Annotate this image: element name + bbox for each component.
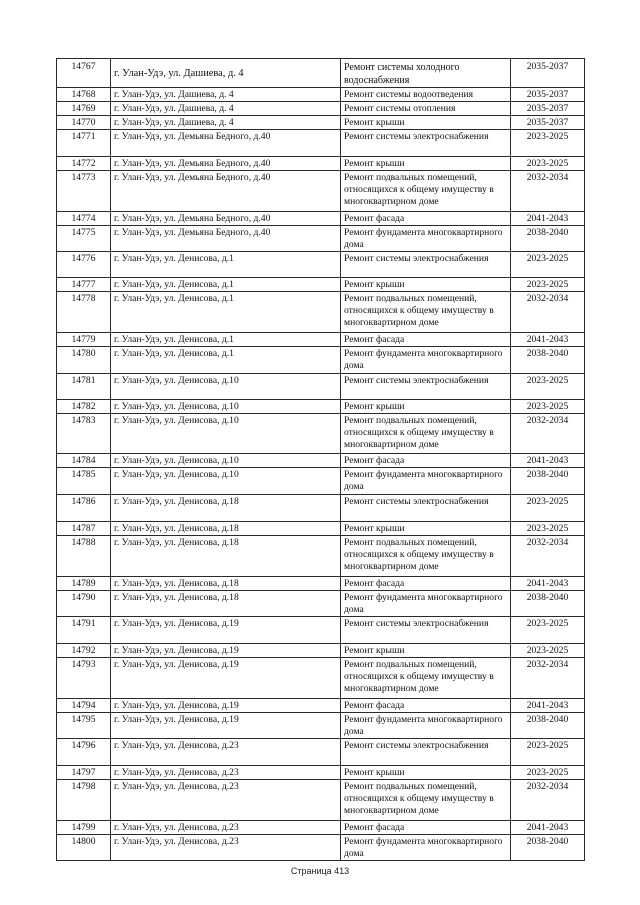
address-cell: г. Улан-Удэ, ул. Дашиева, д. 4: [111, 88, 341, 102]
row-number-cell: 14798: [57, 780, 111, 821]
period-cell: 2041-2043: [511, 577, 585, 591]
page-number: Страница 413: [290, 866, 350, 876]
period-cell: 2023-2025: [511, 252, 585, 278]
row-number-cell: 14779: [57, 333, 111, 347]
address-cell: г. Улан-Удэ, ул. Денисова, д.10: [111, 400, 341, 414]
address-cell: г. Улан-Удэ, ул. Денисова, д.10: [111, 414, 341, 454]
work-type-cell: Ремонт фасада: [341, 454, 511, 468]
period-cell: 2023-2025: [511, 644, 585, 658]
row-number-cell: 14797: [57, 766, 111, 780]
work-type-cell: Ремонт фасада: [341, 699, 511, 713]
repair-schedule-table: [56, 58, 585, 861]
address-cell: г. Улан-Удэ, ул. Демьяна Бедного, д.40: [111, 157, 341, 171]
period-cell: 2032-2034: [511, 414, 585, 454]
row-number-cell: 14773: [57, 171, 111, 212]
work-type-cell: Ремонт крыши: [341, 522, 511, 536]
row-number-cell: 14799: [57, 821, 111, 835]
address-cell: г. Улан-Удэ, ул. Денисова, д.18: [111, 536, 341, 577]
row-number-cell: 14794: [57, 699, 111, 713]
period-cell: 2038-2040: [511, 713, 585, 739]
table-row: [57, 780, 585, 821]
table-row: [57, 821, 585, 835]
period-cell: 2023-2025: [511, 766, 585, 780]
period-cell: 2023-2025: [511, 495, 585, 522]
work-type-cell: Ремонт крыши: [341, 400, 511, 414]
row-number-cell: 14793: [57, 658, 111, 699]
work-type-cell: Ремонт фасада: [341, 333, 511, 347]
table-row: [57, 252, 585, 278]
period-cell: 2023-2025: [511, 157, 585, 171]
row-number-cell: 14785: [57, 468, 111, 495]
table-row: [57, 102, 585, 116]
period-cell: 2038-2040: [511, 347, 585, 374]
work-type-cell: Ремонт системы электроснабжения: [341, 617, 511, 644]
row-number-cell: 14778: [57, 292, 111, 333]
address-cell: г. Улан-Удэ, ул. Демьяна Бедного, д.40: [111, 130, 341, 157]
table-row: [57, 414, 585, 454]
row-number-cell: 14776: [57, 252, 111, 278]
row-number-cell: 14783: [57, 414, 111, 454]
address-cell: г. Улан-Удэ, ул. Денисова, д.18: [111, 522, 341, 536]
address-cell: г. Улан-Удэ, ул. Денисова, д.19: [111, 713, 341, 739]
period-cell: 2023-2025: [511, 130, 585, 157]
work-type-cell: Ремонт системы электроснабжения: [341, 495, 511, 522]
period-cell: 2038-2040: [511, 835, 585, 861]
table-row: [57, 226, 585, 252]
row-number-cell: 14774: [57, 212, 111, 226]
work-type-cell: Ремонт фасада: [341, 212, 511, 226]
table-row: [57, 130, 585, 157]
period-cell: 2041-2043: [511, 699, 585, 713]
work-type-cell: Ремонт фасада: [341, 577, 511, 591]
period-cell: 2023-2025: [511, 374, 585, 400]
period-cell: 2023-2025: [511, 522, 585, 536]
work-type-cell: Ремонт крыши: [341, 116, 511, 130]
address-cell: г. Улан-Удэ, ул. Денисова, д.1: [111, 252, 341, 278]
table-row: [57, 116, 585, 130]
table-row: [57, 739, 585, 766]
work-type-cell: Ремонт подвальных помещений, относящихся к общему имуществу в многоквартирном доме: [341, 292, 511, 333]
address-cell: г. Улан-Удэ, ул. Денисова, д.18: [111, 591, 341, 617]
period-cell: 2038-2040: [511, 591, 585, 617]
table-row: [57, 171, 585, 212]
address-cell: г. Улан-Удэ, ул. Демьяна Бедного, д.40: [111, 171, 341, 212]
address-cell: г. Улан-Удэ, ул. Денисова, д.19: [111, 644, 341, 658]
table-row: [57, 577, 585, 591]
address-cell: г. Улан-Удэ, ул. Демьяна Бедного, д.40: [111, 212, 341, 226]
period-cell: 2032-2034: [511, 780, 585, 821]
address-cell: г. Улан-Удэ, ул. Денисова, д.10: [111, 454, 341, 468]
address-cell: г. Улан-Удэ, ул. Денисова, д.10: [111, 374, 341, 400]
work-type-cell: Ремонт крыши: [341, 644, 511, 658]
work-type-cell: Ремонт системы электроснабжения: [341, 374, 511, 400]
work-type-cell: Ремонт крыши: [341, 278, 511, 292]
address-cell: г. Улан-Удэ, ул. Денисова, д.23: [111, 739, 341, 766]
table-row: [57, 495, 585, 522]
period-cell: 2035-2037: [511, 59, 585, 88]
address-cell: г. Улан-Удэ, ул. Денисова, д.1: [111, 333, 341, 347]
address-cell: г. Улан-Удэ, ул. Дашиева, д. 4: [111, 102, 341, 116]
address-cell: г. Улан-Удэ, ул. Денисова, д.23: [111, 821, 341, 835]
work-type-cell: Ремонт системы холодного водоснабжения: [341, 59, 511, 88]
period-cell: 2032-2034: [511, 292, 585, 333]
period-cell: 2032-2034: [511, 171, 585, 212]
period-cell: 2038-2040: [511, 226, 585, 252]
work-type-cell: Ремонт крыши: [341, 766, 511, 780]
row-number-cell: 14780: [57, 347, 111, 374]
address-cell: г. Улан-Удэ, ул. Денисова, д.19: [111, 617, 341, 644]
work-type-cell: Ремонт фундамента многоквартирного дома: [341, 347, 511, 374]
table-row: [57, 347, 585, 374]
row-number-cell: 14795: [57, 713, 111, 739]
address-cell: г. Улан-Удэ, ул. Дашиева, д. 4: [111, 59, 341, 88]
table-row: [57, 454, 585, 468]
table-row: [57, 617, 585, 644]
row-number-cell: 14796: [57, 739, 111, 766]
row-number-cell: 14769: [57, 102, 111, 116]
row-number-cell: 14782: [57, 400, 111, 414]
work-type-cell: Ремонт фундамента многоквартирного дома: [341, 713, 511, 739]
address-cell: г. Улан-Удэ, ул. Денисова, д.23: [111, 835, 341, 861]
work-type-cell: Ремонт системы электроснабжения: [341, 252, 511, 278]
work-type-cell: Ремонт системы электроснабжения: [341, 130, 511, 157]
row-number-cell: 14792: [57, 644, 111, 658]
address-cell: г. Улан-Удэ, ул. Денисова, д.18: [111, 577, 341, 591]
table-row: [57, 468, 585, 495]
row-number-cell: 14791: [57, 617, 111, 644]
table-row: [57, 835, 585, 861]
work-type-cell: Ремонт системы отопления: [341, 102, 511, 116]
address-cell: г. Улан-Удэ, ул. Денисова, д.18: [111, 495, 341, 522]
work-type-cell: Ремонт системы водоотведения: [341, 88, 511, 102]
table-row: [57, 713, 585, 739]
work-type-cell: Ремонт подвальных помещений, относящихся к общему имуществу в многоквартирном доме: [341, 414, 511, 454]
period-cell: 2041-2043: [511, 212, 585, 226]
table-row: [57, 522, 585, 536]
table-row: [57, 212, 585, 226]
table-row: [57, 278, 585, 292]
table-row: [57, 157, 585, 171]
row-number-cell: 14772: [57, 157, 111, 171]
period-cell: 2032-2034: [511, 658, 585, 699]
table-row: [57, 88, 585, 102]
address-cell: г. Улан-Удэ, ул. Денисова, д.19: [111, 658, 341, 699]
row-number-cell: 14800: [57, 835, 111, 861]
table-row: [57, 766, 585, 780]
table-row: [57, 292, 585, 333]
address-cell: г. Улан-Удэ, ул. Денисова, д.1: [111, 347, 341, 374]
address-cell: г. Улан-Удэ, ул. Денисова, д.1: [111, 278, 341, 292]
work-type-cell: Ремонт системы электроснабжения: [341, 739, 511, 766]
row-number-cell: 14781: [57, 374, 111, 400]
row-number-cell: 14771: [57, 130, 111, 157]
work-type-cell: Ремонт фундамента многоквартирного дома: [341, 468, 511, 495]
table-row: [57, 400, 585, 414]
work-type-cell: Ремонт подвальных помещений, относящихся к общему имуществу в многоквартирном доме: [341, 658, 511, 699]
address-cell: г. Улан-Удэ, ул. Денисова, д.1: [111, 292, 341, 333]
row-number-cell: 14775: [57, 226, 111, 252]
period-cell: 2023-2025: [511, 278, 585, 292]
row-number-cell: 14770: [57, 116, 111, 130]
row-number-cell: 14789: [57, 577, 111, 591]
table-row: [57, 699, 585, 713]
period-cell: 2038-2040: [511, 468, 585, 495]
table-row: [57, 59, 585, 88]
period-cell: 2035-2037: [511, 116, 585, 130]
work-type-cell: Ремонт фундамента многоквартирного дома: [341, 835, 511, 861]
period-cell: 2023-2025: [511, 400, 585, 414]
work-type-cell: Ремонт фундамента многоквартирного дома: [341, 226, 511, 252]
address-cell: г. Улан-Удэ, ул. Денисова, д.10: [111, 468, 341, 495]
period-cell: 2023-2025: [511, 617, 585, 644]
period-cell: 2035-2037: [511, 88, 585, 102]
row-number-cell: 14767: [57, 59, 111, 88]
period-cell: 2035-2037: [511, 102, 585, 116]
table-row: [57, 644, 585, 658]
row-number-cell: 14784: [57, 454, 111, 468]
row-number-cell: 14787: [57, 522, 111, 536]
address-cell: г. Улан-Удэ, ул. Демьяна Бедного, д.40: [111, 226, 341, 252]
period-cell: 2041-2043: [511, 454, 585, 468]
work-type-cell: Ремонт подвальных помещений, относящихся к общему имуществу в многоквартирном доме: [341, 780, 511, 821]
table-body: [57, 59, 585, 861]
address-cell: г. Улан-Удэ, ул. Денисова, д.19: [111, 699, 341, 713]
period-cell: 2041-2043: [511, 821, 585, 835]
work-type-cell: Ремонт крыши: [341, 157, 511, 171]
table-row: [57, 658, 585, 699]
work-type-cell: Ремонт фасада: [341, 821, 511, 835]
table-row: [57, 591, 585, 617]
address-cell: г. Улан-Удэ, ул. Денисова, д.23: [111, 766, 341, 780]
row-number-cell: 14788: [57, 536, 111, 577]
period-cell: 2023-2025: [511, 739, 585, 766]
period-cell: 2041-2043: [511, 333, 585, 347]
period-cell: 2032-2034: [511, 536, 585, 577]
table-row: [57, 333, 585, 347]
work-type-cell: Ремонт подвальных помещений, относящихся к общему имуществу в многоквартирном доме: [341, 536, 511, 577]
table-row: [57, 536, 585, 577]
work-type-cell: Ремонт фундамента многоквартирного дома: [341, 591, 511, 617]
row-number-cell: 14768: [57, 88, 111, 102]
table-row: [57, 374, 585, 400]
address-cell: г. Улан-Удэ, ул. Дашиева, д. 4: [111, 116, 341, 130]
address-cell: г. Улан-Удэ, ул. Денисова, д.23: [111, 780, 341, 821]
row-number-cell: 14790: [57, 591, 111, 617]
row-number-cell: 14777: [57, 278, 111, 292]
work-type-cell: Ремонт подвальных помещений, относящихся к общему имуществу в многоквартирном доме: [341, 171, 511, 212]
row-number-cell: 14786: [57, 495, 111, 522]
